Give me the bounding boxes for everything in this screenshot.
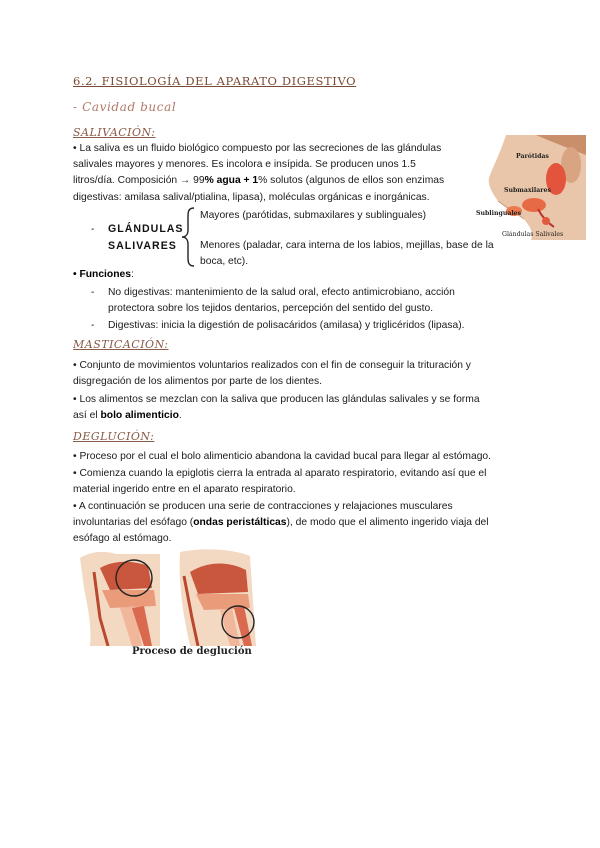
masticacion-paragraph-1: • Conjunto de movimientos voluntarios realizados con el fin de conseguir la trituración y disgregación de los alimentos por parte de los dientes. [73,360,471,388]
salivacion-line-3: litros/día. Composición → 99% agua + 1% solutos (algunos de ellos son enzimas [73,175,445,187]
deglucion-paragraph-2: • Comienza cuando la epiglotis cierra la entrada al aparato respiratorio, evitando así que el material ingerido entre en el aparato respiratorio. [73,468,487,496]
label-parotidas: Parótidas [516,153,549,160]
glandulas-mayores: Mayores (parótidas, submaxilares y sublinguales) [200,210,427,221]
salivacion-line-2: salivales mayores y menores. Es incolora e insípida. Se producen unos 1.5 [73,159,416,171]
salivacion-line-1: • La saliva es un fluido biológico compuesto por las secreciones de las glándulas [73,143,442,154]
label-sublinguales: Sublinguales [476,210,522,217]
funciones-heading: • Funciones: [73,269,134,280]
swallowing-illustration [80,548,270,646]
label-glandulas-salivales: Glándulas Salivales [502,231,564,238]
glandulas-label-1: GLÁNDULAS [108,223,184,235]
funciones-dash-1: - [91,287,95,298]
salivacion-heading: SALIVACIÓN: [73,126,156,139]
salivacion-line-4: digestivas: amilasa salival/ptialina, lipasa), moléculas orgánicas e inorgánicas. [73,191,430,203]
swallowing-figure [80,548,270,646]
funcion-no-digestivas: No digestivas: mantenimiento de la salud oral, efecto antimicrobiano, acción protectora sobre los tejidos dentarios, percepción del sentido del gusto. [108,287,455,315]
glandulas-menores-2: boca, etc). [200,256,249,267]
deglucion-paragraph-3: • A continuación se producen una serie de contracciones y relajaciones musculares involuntarias del esófago (ondas peristálticas), de modo que el alimento ingerido viaja del esófago al estómago. [73,501,489,545]
salivacion-paragraph [73,141,478,206]
glandulas-dash: - [91,224,95,235]
funcion-digestivas: Digestivas: inicia la digestión de polisacáridos (amilasa) y triglicéridos (lipasa). [108,320,465,331]
figure-caption: Proceso de deglución [132,646,252,657]
funciones-dash-2: - [91,320,95,331]
deglucion-heading: DEGLUCIÓN: [73,430,155,443]
salivary-glands-figure [476,135,586,240]
glandulas-label-2: SALIVARES [108,240,177,252]
curly-brace [180,206,196,268]
label-submaxilares: Submaxilares [504,187,551,194]
glandulas-menores-1: Menores (paladar, cara interna de los labios, mejillas, base de la [200,240,494,251]
masticacion-paragraph-2: • Los alimentos se mezclan con la saliva que producen las glándulas salivales y se forma así el bolo alimenticio. [73,394,480,422]
section-title: 6.2. FISIOLOGÍA DEL APARATO DIGESTIVO [73,74,357,88]
deglucion-paragraph-1: • Proceso por el cual el bolo alimenticio abandona la cavidad bucal para llegar al estómago. [73,451,492,462]
masticacion-heading: MASTICACIÓN: [73,338,169,351]
subsection-title: - Cavidad bucal [73,100,177,114]
